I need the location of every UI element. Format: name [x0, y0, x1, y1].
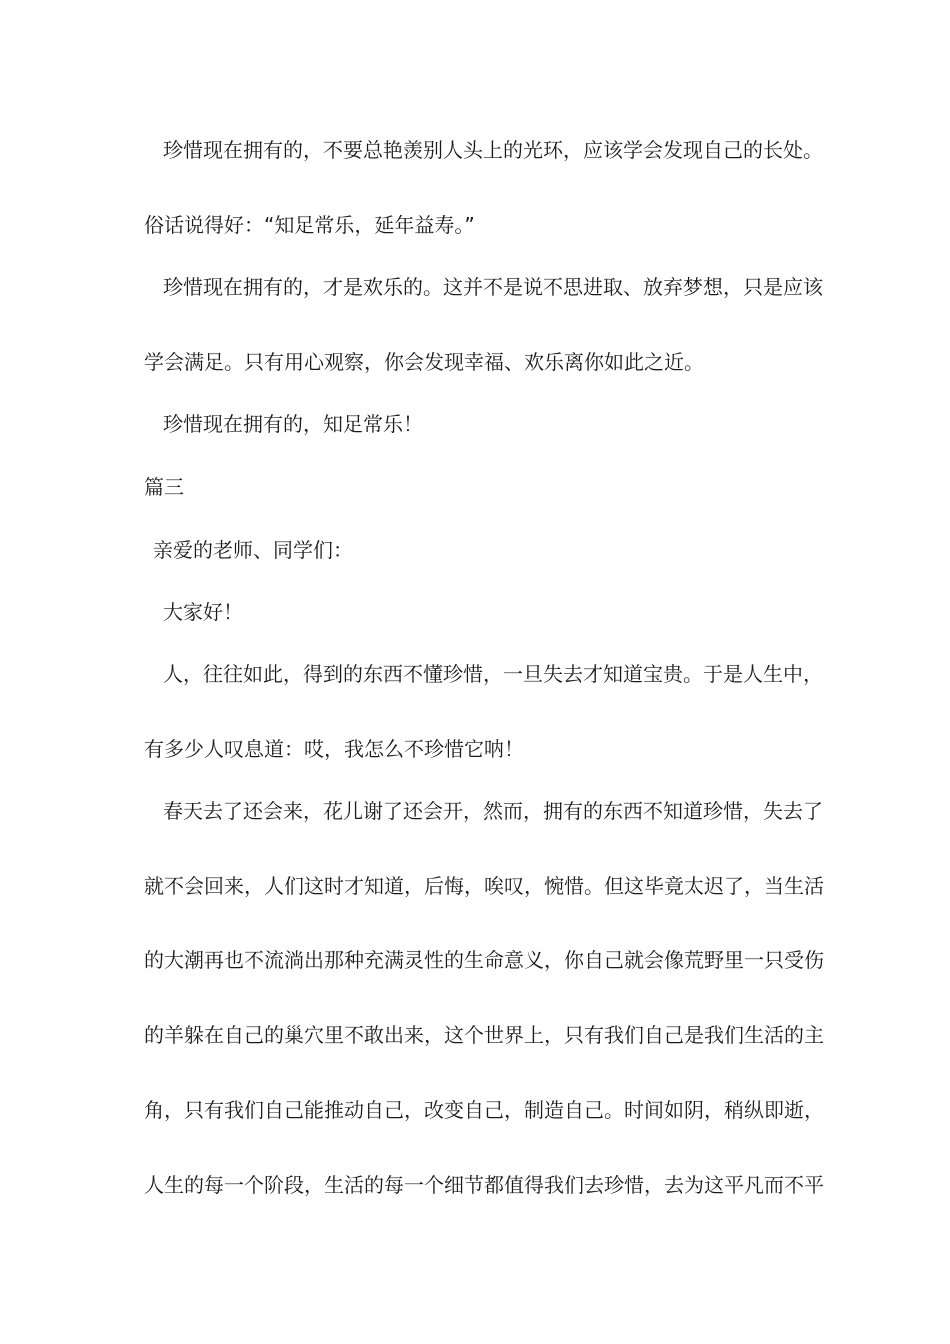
paragraph-line: 角，只有我们自己能推动自己，改变自己，制造自己。时间如阴，稍纵即逝， — [144, 1098, 824, 1122]
paragraph-line: 有多少人叹息道：哎，我怎么不珍惜它呐！ — [144, 737, 524, 761]
paragraph-line: 春天去了还会来，花儿谢了还会开，然而，拥有的东西不知道珍惜，失去了 — [163, 799, 823, 823]
paragraph-line: 珍惜现在拥有的，不要总艳羡别人头上的光环，应该学会发现自己的长处。 — [163, 138, 823, 162]
paragraph-line: 的羊躲在自己的巢穴里不敢出来，这个世界上，只有我们自己是我们生活的主 — [144, 1023, 824, 1047]
greeting: 大家好！ — [163, 600, 243, 624]
paragraph-line: 人生的每一个阶段，生活的每一个细节都值得我们去珍惜，去为这平凡而不平 — [144, 1173, 824, 1197]
paragraph-line: 的大潮再也不流淌出那种充满灵性的生命意义，你自己就会像荒野里一只受伤 — [144, 948, 824, 972]
paragraph-line: 人，往往如此，得到的东西不懂珍惜，一旦失去才知道宝贵。于是人生中， — [163, 662, 823, 686]
salutation: 亲爱的老师、同学们： — [153, 538, 353, 562]
paragraph-line: 珍惜现在拥有的，才是欢乐的。这并不是说不思进取、放弃梦想，只是应该 — [163, 275, 823, 299]
paragraph-line: 俗话说得好：“知足常乐，延年益寿。” — [144, 213, 475, 237]
paragraph-line: 就不会回来，人们这时才知道，后悔，唉叹，惋惜。但这毕竟太迟了，当生活 — [144, 874, 824, 898]
section-heading: 篇三 — [144, 475, 184, 499]
paragraph-line: 珍惜现在拥有的，知足常乐！ — [163, 412, 423, 436]
paragraph-line: 学会满足。只有用心观察，你会发现幸福、欢乐离你如此之近。 — [144, 350, 704, 374]
